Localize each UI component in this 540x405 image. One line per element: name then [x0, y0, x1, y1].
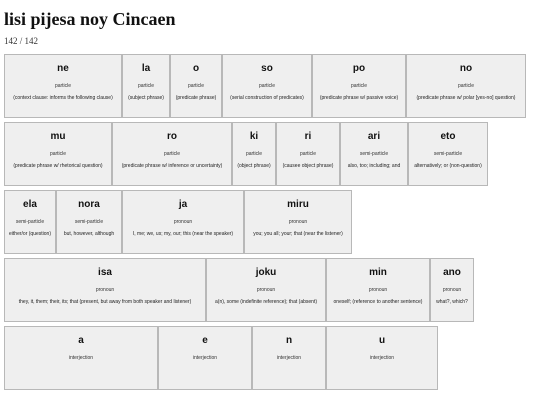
- word-label: e: [202, 335, 208, 346]
- part-of-speech: pronoun: [173, 219, 193, 225]
- part-of-speech: pronoun: [442, 287, 462, 293]
- page-title: lisi pijesa noy Cincaen: [4, 9, 176, 29]
- word-label: no: [459, 63, 473, 74]
- gloss-text: (context clause: informs the following clause): [13, 95, 113, 101]
- entry-count: 142 / 142: [4, 36, 39, 46]
- word-label: ja: [178, 199, 188, 210]
- word-card[interactable]: [232, 122, 276, 186]
- word-card[interactable]: [56, 190, 122, 254]
- word-label: la: [141, 63, 151, 74]
- word-label: ki: [249, 131, 259, 142]
- word-card[interactable]: [326, 258, 430, 322]
- word-label: u: [378, 335, 386, 346]
- part-of-speech: particle: [49, 151, 67, 157]
- part-of-speech: interjection: [369, 355, 395, 361]
- gloss-text: (predicate phrase w/ polar [yes-no] question): [416, 95, 516, 101]
- part-of-speech: particle: [457, 83, 475, 89]
- gloss-text: (predicate phrase w/ passive voice): [319, 95, 399, 101]
- gloss-text: you; you all; your; that (near the listener): [253, 231, 343, 237]
- word-label: po: [352, 63, 366, 74]
- word-card[interactable]: [406, 54, 526, 118]
- gloss-text: (predicate phrase): [175, 95, 217, 101]
- gloss-text: but, however, although: [63, 231, 115, 237]
- word-card[interactable]: [122, 190, 244, 254]
- part-of-speech: semi-particle: [15, 219, 45, 225]
- gloss-text: (object phrase): [237, 163, 271, 169]
- word-card[interactable]: [312, 54, 406, 118]
- word-card[interactable]: [4, 122, 112, 186]
- word-card[interactable]: [252, 326, 326, 390]
- word-row: [4, 54, 540, 118]
- word-card[interactable]: [276, 122, 340, 186]
- word-card[interactable]: [244, 190, 352, 254]
- gloss-text: what?, which?: [436, 299, 468, 305]
- part-of-speech: interjection: [276, 355, 302, 361]
- word-label: miru: [287, 199, 309, 210]
- gloss-text: (serial construction of predicates): [230, 95, 304, 101]
- gloss-text: (predicate phrase w/ rhetorical question): [13, 163, 103, 169]
- part-of-speech: particle: [187, 83, 205, 89]
- part-of-speech: interjection: [68, 355, 94, 361]
- word-card[interactable]: [408, 122, 488, 186]
- gloss-text: a(n), some (indefinite reference); that (absent): [215, 299, 317, 305]
- word-label: mu: [50, 131, 66, 142]
- word-label: ano: [443, 267, 461, 278]
- part-of-speech: pronoun: [288, 219, 308, 225]
- word-label: isa: [98, 267, 112, 278]
- word-card[interactable]: [206, 258, 326, 322]
- word-card[interactable]: [430, 258, 474, 322]
- word-label: o: [192, 63, 200, 74]
- word-label: ela: [23, 199, 37, 210]
- word-row: [4, 122, 540, 186]
- word-label: a: [78, 335, 84, 346]
- part-of-speech: particle: [299, 151, 317, 157]
- word-card[interactable]: [340, 122, 408, 186]
- gloss-text: either/or (question): [9, 231, 51, 237]
- word-label: nora: [78, 199, 100, 210]
- gloss-text: (predicate phrase w/ inference or uncertainty): [121, 163, 223, 169]
- word-card[interactable]: [326, 326, 438, 390]
- gloss-text: also, too; including; and: [347, 163, 401, 169]
- part-of-speech: particle: [258, 83, 276, 89]
- word-row: [4, 190, 540, 254]
- word-card[interactable]: [4, 190, 56, 254]
- word-label: ri: [304, 131, 312, 142]
- word-label: ne: [57, 63, 69, 74]
- word-card[interactable]: [122, 54, 170, 118]
- part-of-speech: particle: [245, 151, 263, 157]
- part-of-speech: semi-particle: [433, 151, 463, 157]
- word-label: ro: [167, 131, 177, 142]
- part-of-speech: particle: [137, 83, 155, 89]
- gloss-text: (causee object phrase): [282, 163, 334, 169]
- word-card[interactable]: [4, 258, 206, 322]
- part-of-speech: particle: [350, 83, 368, 89]
- word-card[interactable]: [170, 54, 222, 118]
- part-of-speech: semi-particle: [359, 151, 389, 157]
- word-label: n: [285, 335, 293, 346]
- gloss-text: (subject phrase): [128, 95, 164, 101]
- part-of-speech: pronoun: [95, 287, 115, 293]
- word-row: [4, 326, 540, 390]
- word-label: min: [369, 267, 387, 278]
- word-label: eto: [440, 131, 456, 142]
- word-card[interactable]: [4, 326, 158, 390]
- part-of-speech: pronoun: [368, 287, 388, 293]
- word-card[interactable]: [158, 326, 252, 390]
- word-card[interactable]: [4, 54, 122, 118]
- word-card[interactable]: [112, 122, 232, 186]
- word-row: [4, 258, 540, 322]
- gloss-text: they, it, them; their, its; that (present, but away from both speaker and listener): [18, 299, 192, 305]
- part-of-speech: particle: [54, 83, 72, 89]
- word-label: ari: [367, 131, 381, 142]
- gloss-text: oneself; (reference to another sentence): [333, 299, 423, 305]
- word-card[interactable]: [222, 54, 312, 118]
- gloss-text: alternatively; or (non-question): [414, 163, 482, 169]
- word-label: so: [261, 63, 273, 74]
- word-label: joku: [255, 267, 277, 278]
- part-of-speech: pronoun: [256, 287, 276, 293]
- part-of-speech: semi-particle: [74, 219, 104, 225]
- gloss-text: I, me; we, us; my, our; this (near the speaker): [132, 231, 234, 237]
- part-of-speech: particle: [163, 151, 181, 157]
- part-of-speech: interjection: [192, 355, 218, 361]
